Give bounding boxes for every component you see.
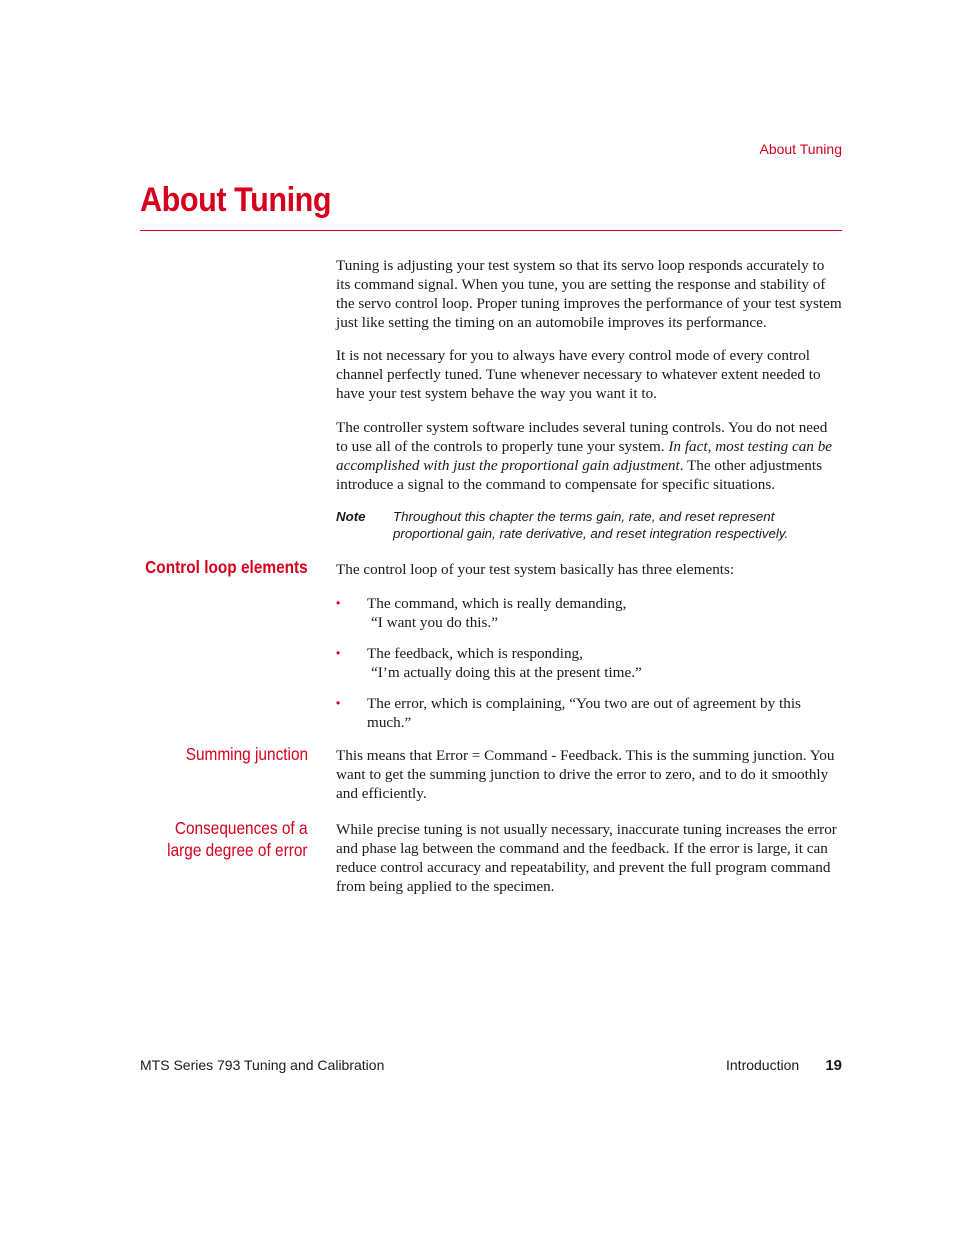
consequences-text: While precise tuning is not usually necessary, inaccurate tuning increases the error and phase lag between the command and the feedback. If the error is large, it can reduce control accuracy and repeatability, and prevent the full program command from being applied to the specimen. xyxy=(336,821,837,895)
intro-text-3 xyxy=(336,418,842,494)
intro-paragraph-2 xyxy=(336,346,842,403)
footer-doc-title: MTS Series 793 Tuning and Calibration xyxy=(140,1057,385,1073)
consequences-paragraph xyxy=(336,820,842,896)
heading-consequences xyxy=(168,817,308,861)
control-loop-intro xyxy=(336,560,842,579)
footer-section: Introduction xyxy=(726,1057,800,1073)
control-loop-intro-text: The control loop of your test system basically has three elements: xyxy=(336,561,735,578)
bullet-quote: “I’m actually doing this at the present time.” xyxy=(371,664,642,681)
intro-paragraph-1 xyxy=(336,256,842,332)
heading-consequences-line-1: Consequences of a xyxy=(175,818,308,838)
intro-text-1: Tuning is adjusting your test system so that its servo loop responds accurately to its command signal. When you tune, you are setting the response and stability of the servo control loop. Proper tuning improves the performance of your test system just like setting the timing on an automobile improves its performance. xyxy=(336,257,842,331)
intro-text-3-emphasis: In fact, most testing can be accomplished with just the proportional gain adjustment xyxy=(336,438,833,474)
intro-text-3-end: . The other adjustments introduce a signal to the command to compensate for specific situations. xyxy=(336,457,822,493)
chapter-title: About Tuning xyxy=(140,181,332,219)
bullet-quote: “I want you do this.” xyxy=(371,614,498,631)
running-header: About Tuning xyxy=(759,141,842,157)
intro-text-3-start: The controller system software includes several tuning controls. You do not need to use all of the controls to properly tune your system. xyxy=(336,419,828,455)
intro-paragraph-3 xyxy=(336,418,842,494)
heading-summing-junction: Summing junction xyxy=(185,744,308,764)
bullet-text: The command, which is really demanding, xyxy=(367,595,627,612)
bullet-icon: • xyxy=(336,696,341,710)
summing-paragraph xyxy=(336,746,842,803)
heading-control-loop-elements: Control loop elements xyxy=(145,557,308,577)
note-block xyxy=(336,508,842,542)
list-item xyxy=(336,594,842,632)
bullet-icon: • xyxy=(336,646,341,660)
bullet-icon: • xyxy=(336,596,341,610)
summing-text: This means that Error = Command - Feedback. This is the summing junction. You want to get the summing junction to drive the error to zero, and to do it smoothly and efficiently. xyxy=(336,747,835,802)
title-rule xyxy=(140,230,842,231)
intro-text-2: It is not necessary for you to always have every control mode of every control channel perfectly tuned. Tune whenever necessary to whatever extent needed to have your test system behave the way you want it to. xyxy=(336,347,821,402)
bullet-text: The feedback, which is responding, xyxy=(367,645,583,662)
page-number: 19 xyxy=(825,1057,842,1074)
list-item xyxy=(336,694,842,732)
note-text: Throughout this chapter the terms gain, rate, and reset represent proportional gain, rate derivative, and reset integration respectively. xyxy=(393,509,789,541)
note-label: Note xyxy=(336,509,366,524)
bullet-text: The error, which is complaining, “You two are out of agreement by this much.” xyxy=(367,695,801,731)
heading-consequences-line-2: large degree of error xyxy=(167,840,308,860)
list-item xyxy=(336,644,842,682)
